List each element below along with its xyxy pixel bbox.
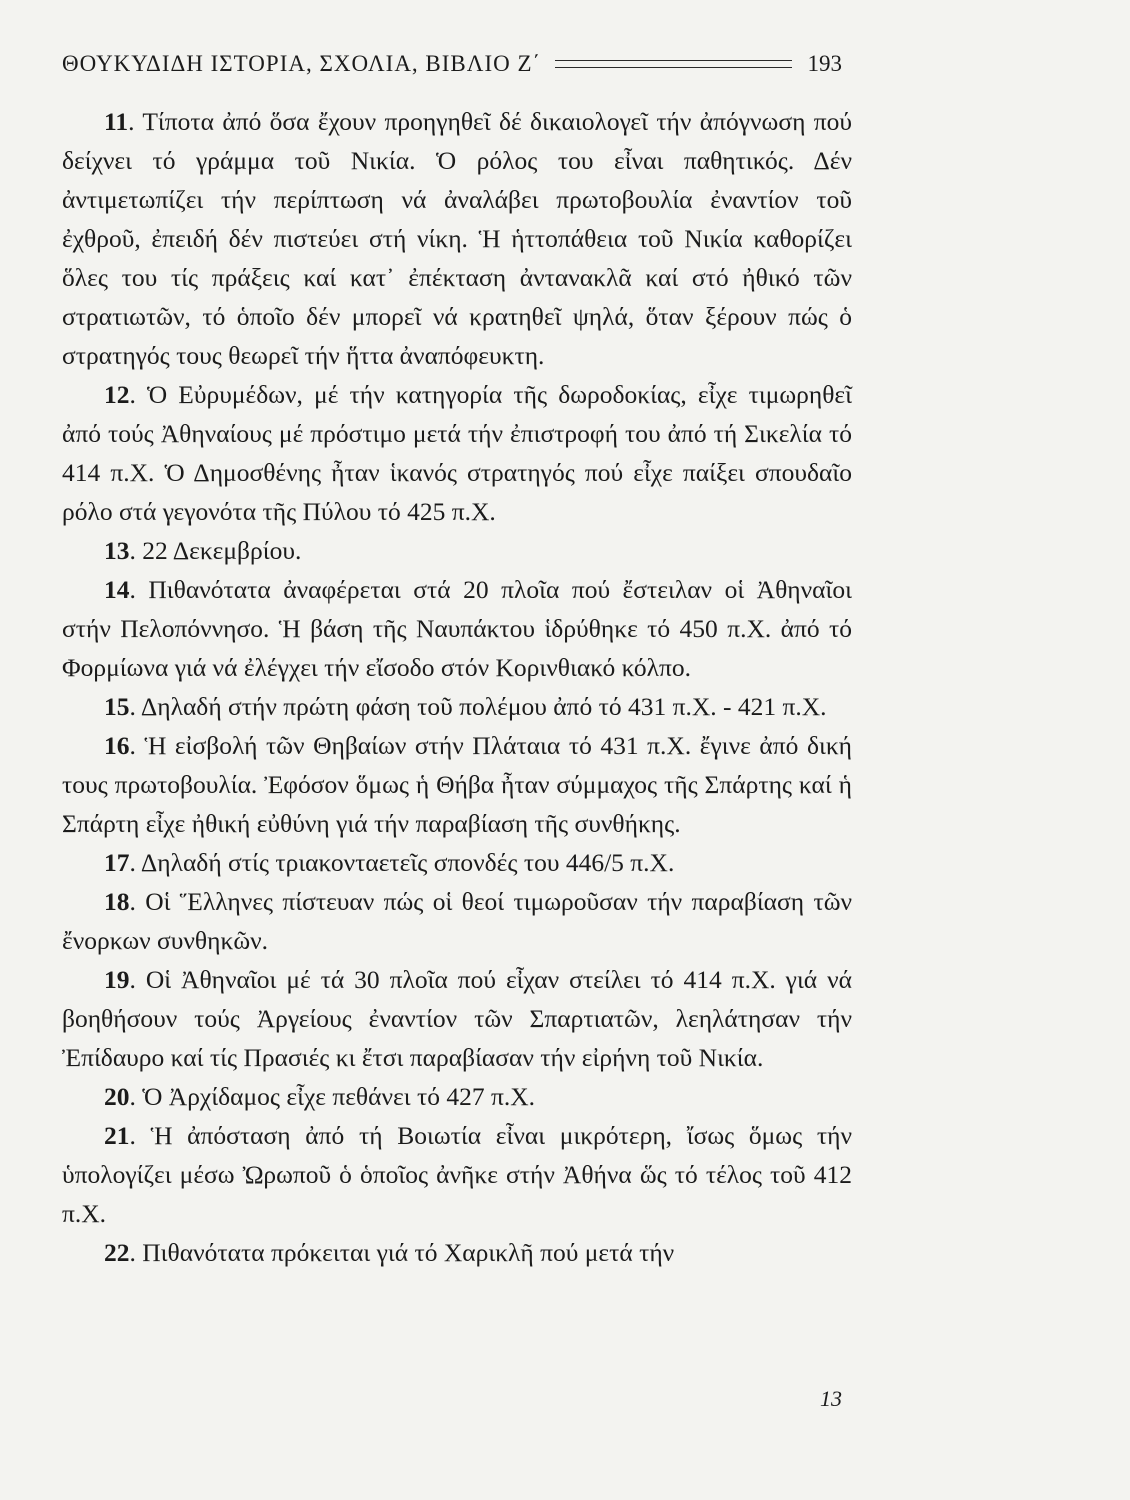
note-text: Οἱ Ἀθηναῖοι μέ τά 30 πλοῖα πού εἶχαν στείλει τό 414 π.Χ. γιά νά βοηθήσουν τούς Ἀργείους ἐναντίον τῶν Σπαρτιατῶν, λεηλάτησαν τήν Ἐπίδαυρο καί τίς Πρασιές κι ἔτσι παραβίασαν τήν εἰρήνη τοῦ Νικία. — [62, 965, 852, 1072]
note-number: 17 — [104, 848, 130, 877]
note-number: 11 — [104, 107, 129, 136]
page-number: 193 — [807, 51, 842, 76]
header-double-rule — [555, 60, 791, 68]
note-text: Ἡ εἰσβολή τῶν Θηβαίων στήν Πλάταια τό 431 π.Χ. ἔγινε ἀπό δική τους πρωτοβουλία. Ἐφόσον ὅμως ἡ Θήβα ἦταν σύμμαχος τῆς Σπάρτης καί ἡ Σπάρτη εἶχε ἠθική εὐθύνη γιά τήν παραβίαση τῆς συνθήκης. — [62, 731, 853, 838]
note-number: 15 — [104, 692, 130, 721]
note-12: 12. Ὁ Εὐρυμέδων, μέ τήν κατηγορία τῆς δωροδοκίας, εἶχε τιμωρηθεῖ ἀπό τούς Ἀθηναίους μέ πρόστιμο μετά τήν ἐπιστροφή του ἀπό τή Σικελία τό 414 π.Χ. Ὁ Δημοσθένης ἦταν ἱκανός στρατηγός πού εἶχε παίξει σπουδαῖο ρόλο στά γεγονότα τῆς Πύλου τό 425 π.Χ. — [62, 380, 852, 526]
note-text: Δηλαδή στήν πρώτη φάση τοῦ πολέμου ἀπό τό 431 π.Χ. - 421 π.Χ. — [140, 692, 827, 721]
note-text: Ὁ Ἀρχίδαμος εἶχε πεθάνει τό 427 π.Χ. — [142, 1082, 536, 1111]
note-text: Ἡ ἀπόσταση ἀπό τή Βοιωτία εἶναι μικρότερη, ἴσως ὅμως τήν ὑπολογίζει μέσω Ὠρωποῦ ὁ ὁποῖος ἀνῆκε στήν Ἀθήνα ὥς τό τέλος τοῦ 412 π.Χ. — [62, 1121, 852, 1228]
note-13: 13. 22 Δεκεμβρίου. — [104, 536, 302, 565]
note-text: Πιθανότατα πρόκειται γιά τό Χαρικλῆ πού μετά τήν — [142, 1238, 675, 1267]
note-16: 16. Ἡ εἰσβολή τῶν Θηβαίων στήν Πλάταια τό 431 π.Χ. ἔγινε ἀπό δική τους πρωτοβουλία. Ἐφόσον ὅμως ἡ Θήβα ἦταν σύμμαχος τῆς Σπάρτης καί ἡ Σπάρτη εἶχε ἠθική εὐθύνη γιά τήν παραβίαση τῆς συνθήκης. — [62, 731, 853, 838]
note-number: 21 — [104, 1121, 130, 1150]
note-number: 12 — [104, 380, 130, 409]
note-21: 21. Ἡ ἀπόσταση ἀπό τή Βοιωτία εἶναι μικρότερη, ἴσως ὅμως τήν ὑπολογίζει μέσω Ὠρωποῦ ὁ ὁποῖος ἀνῆκε στήν Ἀθήνα ὥς τό τέλος τοῦ 412 π.Χ. — [62, 1121, 852, 1228]
note-text: Πιθανότατα ἀναφέρεται στά 20 πλοῖα πού ἔστειλαν οἱ Ἀθηναῖοι στήν Πελοπόννησο. Ἡ βάση τῆς Ναυπάκτου ἱδρύθηκε τό 450 π.Χ. ἀπό τό Φορμίωνα γιά νά ἐλέγχει τήν εἴσοδο στόν Κορινθιακό κόλπο. — [62, 575, 853, 682]
note-number: 14 — [104, 575, 130, 604]
note-17: 17. Δηλαδή στίς τριακονταετεῖς σπονδές του 446/5 π.Χ. — [104, 848, 675, 877]
note-text: Δηλαδή στίς τριακονταετεῖς σπονδές του 446/5 π.Χ. — [140, 848, 675, 877]
note-number: 19 — [104, 965, 130, 994]
running-title: ΘΟΥΚΥΔΙΔΗ ΙΣΤΟΡΙΑ, ΣΧΟΛΙΑ, ΒΙΒΛΙΟ Ζ΄ — [62, 51, 542, 76]
note-text: Τίποτα ἀπό ὅσα ἔχουν προηγηθεῖ δέ δικαιολογεῖ τήν ἀπόγνωση πού δείχνει τό γράμμα τοῦ Νικία. Ὁ ρόλος του εἶναι παθητικός. Δέν ἀντιμετωπίζει τήν περίπτωση νά ἀναλάβει πρωτοβουλία ἐναντίον τοῦ ἐχθροῦ, ἐπειδή δέν πιστεύει στή νίκη. Ἡ ἡττοπάθεια τοῦ Νικία καθορίζει ὅλες του τίς πράξεις καί κατ᾽ ἐπέκταση ἀντανακλᾶ καί στό ἠθικό τῶν στρατιωτῶν, τό ὁποῖο δέν μπορεῖ νά κρατηθεῖ ψηλά, ὅταν ξέρουν πώς ὁ στρατηγός τους θεωρεῖ τήν ἥττα ἀναπόφευκτη. — [62, 107, 852, 370]
note-number: 22 — [104, 1238, 130, 1267]
note-number: 20 — [104, 1082, 130, 1111]
note-22: 22. Πιθανότατα πρόκειται γιά τό Χαρικλῆ πού μετά τήν — [104, 1238, 675, 1267]
note-18: 18. Οἱ Ἕλληνες πίστευαν πώς οἱ θεοί τιμωροῦσαν τήν παραβίαση τῶν ἔνορκων συνθηκῶν. — [62, 887, 853, 955]
notes-body — [62, 102, 852, 1272]
note-text: Οἱ Ἕλληνες πίστευαν πώς οἱ θεοί τιμωροῦσαν τήν παραβίαση τῶν ἔνορκων συνθηκῶν. — [62, 887, 853, 955]
signature-mark: 13 — [820, 1386, 842, 1411]
note-20: 20. Ὁ Ἀρχίδαμος εἶχε πεθάνει τό 427 π.Χ. — [104, 1082, 536, 1111]
note-14: 14. Πιθανότατα ἀναφέρεται στά 20 πλοῖα πού ἔστειλαν οἱ Ἀθηναῖοι στήν Πελοπόννησο. Ἡ βάση τῆς Ναυπάκτου ἱδρύθηκε τό 450 π.Χ. ἀπό τό Φορμίωνα γιά νά ἐλέγχει τήν εἴσοδο στόν Κορινθιακό κόλπο. — [62, 575, 853, 682]
note-15: 15. Δηλαδή στήν πρώτη φάση τοῦ πολέμου ἀπό τό 431 π.Χ. - 421 π.Χ. — [104, 692, 827, 721]
note-19: 19. Οἱ Ἀθηναῖοι μέ τά 30 πλοῖα πού εἶχαν στείλει τό 414 π.Χ. γιά νά βοηθήσουν τούς Ἀργείους ἐναντίον τῶν Σπαρτιατῶν, λεηλάτησαν τήν Ἐπίδαυρο καί τίς Πρασιές κι ἔτσι παραβίασαν τήν εἰρήνη τοῦ Νικία. — [62, 965, 852, 1072]
running-header — [62, 44, 842, 84]
note-11: 11. Τίποτα ἀπό ὅσα ἔχουν προηγηθεῖ δέ δικαιολογεῖ τήν ἀπόγνωση πού δείχνει τό γράμμα τοῦ Νικία. Ὁ ρόλος του εἶναι παθητικός. Δέν ἀντιμετωπίζει τήν περίπτωση νά ἀναλάβει πρωτοβουλία ἐναντίον τοῦ ἐχθροῦ, ἐπειδή δέν πιστεύει στή νίκη. Ἡ ἡττοπάθεια τοῦ Νικία καθορίζει ὅλες του τίς πράξεις καί κατ᾽ ἐπέκταση ἀντανακλᾶ καί στό ἠθικό τῶν στρατιωτῶν, τό ὁποῖο δέν μπορεῖ νά κρατηθεῖ ψηλά, ὅταν ξέρουν πώς ὁ στρατηγός τους θεωρεῖ τήν ἥττα ἀναπόφευκτη. — [62, 107, 852, 370]
note-number: 18 — [104, 887, 130, 916]
note-text: Ὁ Εὐρυμέδων, μέ τήν κατηγορία τῆς δωροδοκίας, εἶχε τιμωρηθεῖ ἀπό τούς Ἀθηναίους μέ πρόστιμο μετά τήν ἐπιστροφή του ἀπό τή Σικελία τό 414 π.Χ. Ὁ Δημοσθένης ἦταν ἱκανός στρατηγός πού εἶχε παίξει σπουδαῖο ρόλο στά γεγονότα τῆς Πύλου τό 425 π.Χ. — [62, 380, 852, 526]
note-number: 16 — [104, 731, 130, 760]
note-text: 22 Δεκεμβρίου. — [142, 536, 302, 565]
note-number: 13 — [104, 536, 130, 565]
